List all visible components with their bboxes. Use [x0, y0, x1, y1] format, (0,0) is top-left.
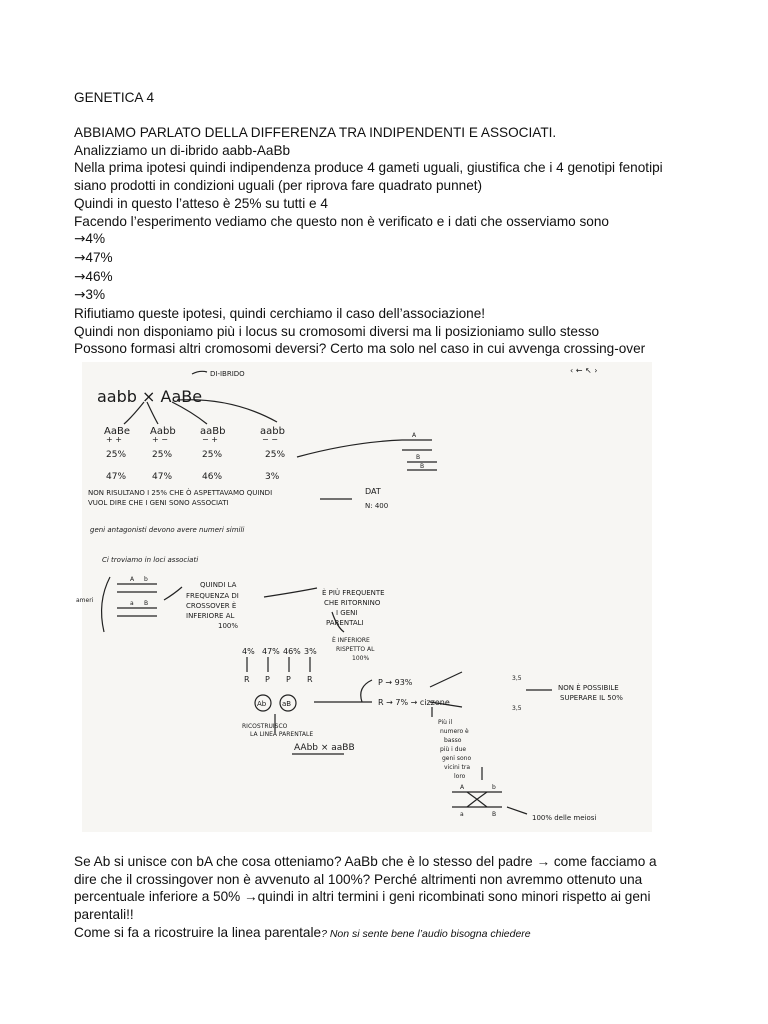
- sketch-pr: R: [307, 675, 313, 684]
- text-line: Quindi in questo l’atteso è 25% su tutti e 4: [74, 195, 328, 211]
- sketch-ab: B: [144, 600, 149, 607]
- sketch-chrom-letter: B: [416, 454, 421, 461]
- sketch-observed: 47%: [152, 472, 173, 482]
- sketch-non: SUPERARE IL 50%: [560, 694, 623, 702]
- sketch-freq: INFERIORE AL: [186, 612, 235, 620]
- sketch-freq: CROSSOVER È: [186, 602, 237, 610]
- last-question: Come si fa a ricostruire la linea parentale: [74, 924, 322, 940]
- sketch-ricostruisco: LA LINEA PARENTALE: [250, 731, 314, 738]
- sketch-genotype: AaBe: [104, 426, 130, 437]
- text-line: Analizziamo un di-ibrido aabb-AaBb: [74, 142, 291, 158]
- sketch-sign: − −: [262, 435, 278, 444]
- sketch-piu-il: loro: [454, 773, 466, 780]
- sketch-dat: DAT: [365, 487, 381, 496]
- sketch-expected: 25%: [106, 450, 127, 460]
- sketch-pr: P: [265, 675, 270, 684]
- percent-item: →3%: [74, 287, 106, 304]
- text-line: Possono formasi altri cromosomi deversi? Certo ma solo nel caso in cui avvenga crossing-over: [74, 341, 646, 357]
- sketch-parental: AAbb × aaBB: [294, 743, 355, 753]
- sketch-sign: − +: [202, 435, 218, 444]
- percent-item: →4%: [74, 231, 106, 248]
- document-title: GENETICA 4: [74, 90, 155, 105]
- arrow-icon: →: [74, 231, 86, 248]
- sketch-freq: QUINDI LA: [200, 581, 237, 589]
- sketch-split: 3,5: [512, 675, 522, 682]
- sketch-piu-il: geni sono: [442, 755, 472, 762]
- text-line: parentali!!: [74, 907, 134, 923]
- text-line: Nella prima ipotesi quindi indipendenza produce 4 gameti uguali, giustifica che i 4 genotipi fenotipi: [74, 160, 663, 176]
- sketch-label: DI-IBRIDO: [210, 370, 245, 378]
- sketch-p: P → 93%: [378, 678, 413, 687]
- sketch-dat-n: N: 400: [365, 502, 389, 510]
- sketch-circled: aB: [282, 700, 292, 708]
- text-line: siano prodotti in condizioni uguali (per riprova fare quadrato punnet): [74, 178, 483, 194]
- sketch-perc: 4%: [242, 647, 255, 656]
- sketch-piu-il: Più il: [438, 719, 453, 726]
- sketch-ab: A: [130, 576, 135, 583]
- sketch-observed: 3%: [265, 472, 280, 482]
- sketch-freq: FREQUENZA DI: [186, 592, 239, 600]
- percent-item: →47%: [74, 249, 113, 266]
- text-line: [74, 924, 724, 944]
- sketch-r: R → 7% → cizzone: [378, 698, 450, 707]
- sketch-perc: 46%: [283, 647, 301, 656]
- sketch-sign: + −: [152, 435, 168, 444]
- sketch-circled: Ab: [257, 700, 267, 708]
- sketch-split: 3,5: [512, 705, 522, 712]
- text-line: percentuale inferiore a 50% →quindi in altri termini i geni ricombinati sono minori rispetto ai geni: [74, 889, 651, 905]
- text-line: ABBIAMO PARLATO DELLA DIFFERENZA TRA INDIPENDENTI E ASSOCIATI.: [74, 125, 557, 140]
- sketch-non: NON È POSSIBILE: [558, 684, 619, 692]
- sketch-ab: b: [144, 576, 148, 583]
- sketch-sign: + +: [106, 435, 122, 444]
- sketch-expected: 25%: [152, 450, 173, 460]
- sketch-pr: P: [286, 675, 291, 684]
- sketch-genotype: aabb: [260, 426, 285, 437]
- sketch-pr: R: [244, 675, 250, 684]
- sketch-freq: 100%: [218, 622, 239, 630]
- sketch-meiosi-letter: a: [460, 811, 464, 818]
- bottom-paragraph: [74, 853, 724, 944]
- sketch-piu-il: basso: [444, 737, 462, 744]
- arrow-icon: →: [74, 287, 86, 304]
- sketch-note: VUOL DIRE CHE I GENI SONO ASSOCIATI: [88, 499, 229, 507]
- sketch-piu-il: più i due: [440, 746, 467, 753]
- text-line: dire che il crossingover non è avvenuto al 100%? Perché altrimenti non avremmo ottenuto una: [74, 871, 643, 887]
- sketch-piu: I GENI: [336, 609, 358, 617]
- sketch-expected: 25%: [202, 450, 223, 460]
- sketch-perc: 47%: [262, 647, 280, 656]
- audio-note: ? Non si sente bene l’audio bisogna chiedere: [321, 927, 531, 940]
- sketch-meiosi-letter: b: [492, 784, 496, 791]
- sketch-geni: Ci troviamo in loci associati: [102, 556, 199, 564]
- handwritten-notes-image: [76, 362, 652, 832]
- sketch-observed: 46%: [202, 472, 223, 482]
- sketch-perc: 3%: [304, 647, 317, 656]
- sketch-genotype: Aabb: [150, 426, 176, 437]
- sketch-side: ameri: [76, 597, 94, 604]
- percent-item: →46%: [74, 268, 113, 285]
- viewer-controls: ‹ ← ↖ ›: [570, 366, 598, 375]
- sketch-chrom-letter: B: [420, 463, 425, 470]
- sketch-chrom-letter: A: [412, 432, 417, 439]
- sketch-observed: 47%: [106, 472, 127, 482]
- sketch-inf: 100%: [352, 655, 370, 662]
- text-line: Facendo l’esperimento vediamo che questo non è verificato e i dati che osserviamo sono: [74, 213, 609, 229]
- sketch-piu-il: vicini tra: [444, 764, 471, 771]
- sketch-geni: geni antagonisti devono avere numeri simili: [90, 526, 245, 534]
- sketch-note: NON RISULTANO I 25% CHE Ò ASPETTAVAMO QUINDI: [88, 489, 273, 497]
- sketch-piu: PARENTALI: [326, 619, 364, 627]
- sketch-expected: 25%: [265, 450, 286, 460]
- sketch-piu-il: numero è: [440, 728, 469, 735]
- arrow-icon: →: [74, 268, 86, 285]
- top-paragraph: [74, 124, 724, 358]
- sketch-meiosi: 100% delle meiosi: [532, 814, 597, 822]
- text-line: Se Ab si unisce con bA che cosa otteniamo? AaBb che è lo stesso del padre → come facciamo a: [74, 854, 657, 869]
- sketch-piu: CHE RITORNINO: [324, 599, 381, 607]
- sketch-meiosi-letter: A: [460, 784, 465, 791]
- arrow-icon: →: [74, 249, 86, 266]
- text-line: Quindi non disponiamo più i locus su cromosomi diversi ma li posizioniamo sullo stesso: [74, 323, 600, 339]
- text-line: Rifiutiamo queste ipotesi, quindi cerchiamo il caso dell’associazione!: [74, 306, 486, 322]
- sketch-piu: È PIÙ FREQUENTE: [322, 589, 385, 597]
- sketch-ricostruisco: RICOSTRUISCO: [242, 723, 288, 730]
- sketch-genotype: aaBb: [200, 426, 226, 437]
- sketch-ab: a: [130, 600, 134, 607]
- sketch-meiosi-letter: B: [492, 811, 497, 818]
- sketch-inf: RISPETTO AL: [336, 646, 375, 653]
- sketch-cross: aabb × AaBe: [97, 387, 203, 406]
- sketch-inf: È INFERIORE: [332, 637, 370, 644]
